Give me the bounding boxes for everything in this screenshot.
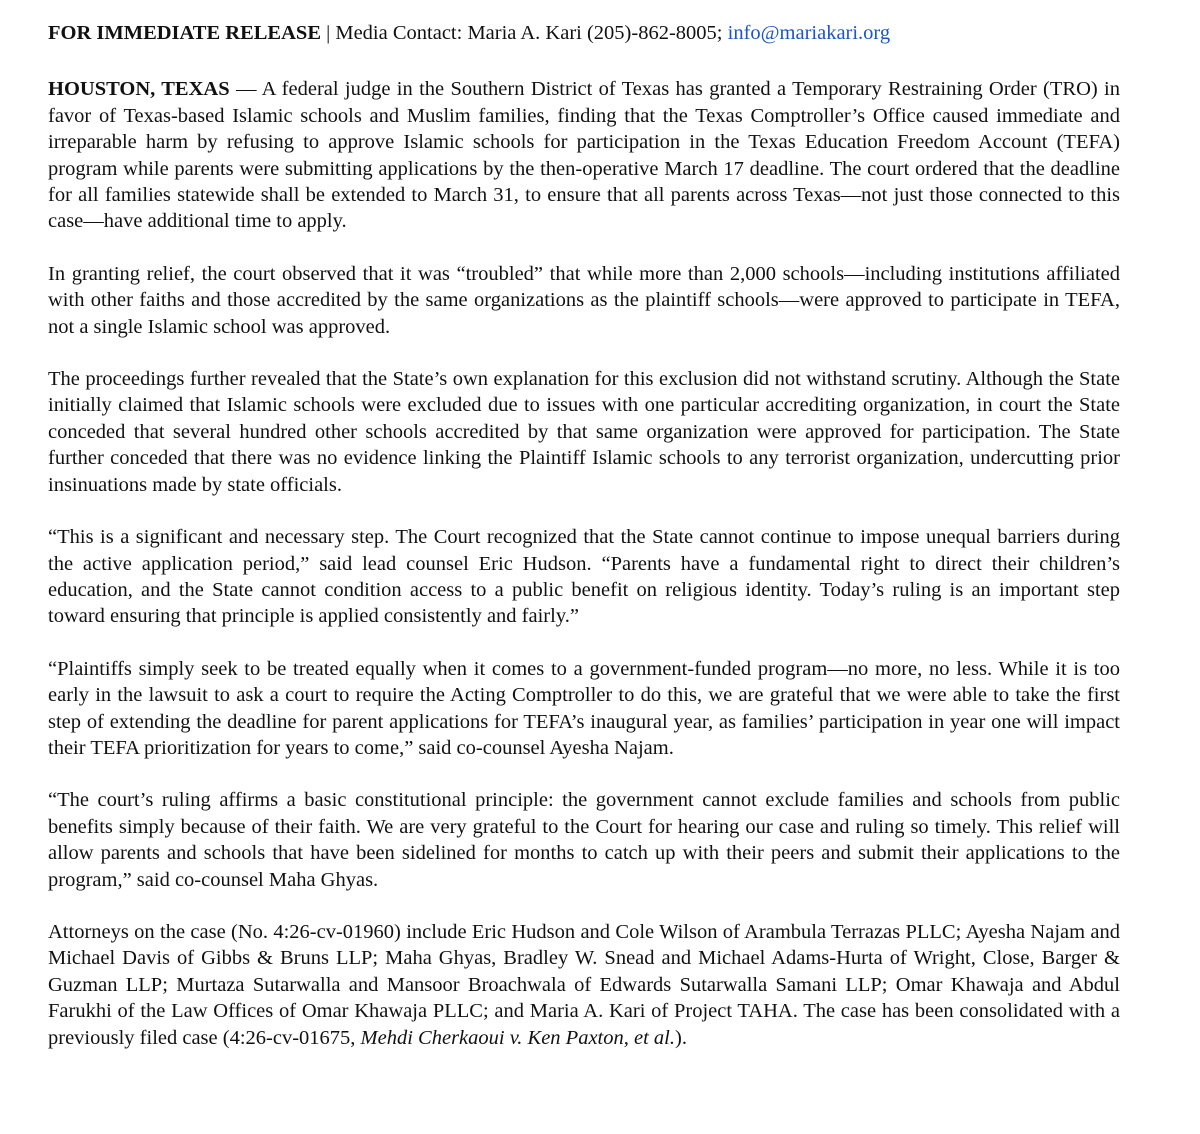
attorneys-end: ). <box>675 1026 687 1049</box>
press-release-document <box>48 20 1120 1077</box>
release-label: FOR IMMEDIATE RELEASE <box>48 22 321 44</box>
dateline: HOUSTON, TEXAS <box>48 78 230 101</box>
paragraph-quote-ghyas: “The court’s ruling affirms a basic constitutional principle: the government cannot exclude families and schools from public benefits simply because of their faith. We are very grateful to the Court for hearing our case and ruling so timely. This relief will allow parents and schools that have been sidelined for months to catch up with their peers and submit their applications to the program,” said co-counsel Maha Ghyas. <box>48 789 1120 891</box>
media-contact: Media Contact: Maria A. Kari (205)-862-8005; <box>335 22 728 44</box>
paragraph-proceedings: The proceedings further revealed that the State’s own explanation for this exclusion did not withstand scrutiny. Although the State initially claimed that Islamic schools were excluded due to issues with one particular accrediting organization, in court the State conceded that several hundred other schools accredited by that same organization were approved for participation. The State further conceded that there was no evidence linking the Plaintiff Islamic schools to any terrorist organization, undercutting prior insinuations made by state officials. <box>48 368 1120 496</box>
release-header <box>48 20 1120 46</box>
attorneys-text: Attorneys on the case (No. 4:26-cv-01960) include Eric Hudson and Cole Wilson of Arambula Terrazas PLLC; Ayesha Najam and Michael Davis of Gibbs & Bruns LLP; Maha Ghyas, Bradley W. Snead and Michael Adams-Hurta of Wright, Close, Barger & Guzman LLP; Murtaza Sutarwalla and Mansoor Broachwala of Edwards Sutarwalla Samani LLP; Omar Khawaja and Abdul Farukhi of the Law Offices of Omar Khawaja PLLC; and Maria A. Kari of Project TAHA. The case has been consolidated with a previously filed case (4:26-cv-01675, <box>48 920 1120 1049</box>
contact-email-link[interactable]: info@mariakari.org <box>727 22 891 44</box>
lede-text: — A federal judge in the Southern District of Texas has granted a Temporary Restraining Order (TRO) in favor of Texas-based Islamic schools and Muslim families, finding that the Texas Comptroller’s Office caused immediate and irreparable harm by refusing to approve Islamic schools for participation in the Texas Education Freedom Account (TEFA) program while parents were submitting applications by the then-operative March 17 deadline. The court ordered that the deadline for all families statewide shall be extended to March 31, to ensure that all parents across Texas—not just those connected to this case—have additional time to apply. <box>48 78 1120 233</box>
paragraph-quote-najam: “Plaintiffs simply seek to be treated equally when it comes to a government-funded program—no more, no less. While it is too early in the lawsuit to ask a court to require the Acting Comptroller to do this, we are grateful that we were able to take the first step of extending the deadline for parent applications for TEFA’s inaugural year, as families’ participation in year one will impact their TEFA prioritization for years to come,” said co-counsel Ayesha Najam. <box>48 657 1120 759</box>
header-separator: | <box>321 22 336 44</box>
paragraph-lede <box>48 76 1120 234</box>
paragraph-quote-hudson: “This is a significant and necessary step. The Court recognized that the State cannot continue to impose unequal barriers during the active application period,” said lead counsel Eric Hudson. “Parents have a fundamental right to direct their children’s education, and the State cannot condition access to a public benefit on religious identity. Today’s ruling is an important step toward ensuring that principle is applied consistently and fairly.” <box>48 526 1120 628</box>
paragraph-attorneys <box>48 919 1120 1051</box>
consolidated-case-name: Mehdi Cherkaoui v. Ken Paxton, et al. <box>360 1026 675 1049</box>
paragraph-court-observation: In granting relief, the court observed that it was “troubled” that while more than 2,000 schools—including institutions affiliated with other faiths and those accredited by the same organizations as the plaintiff schools—were approved to participate in TEFA, not a single Islamic school was approved. <box>48 262 1120 338</box>
